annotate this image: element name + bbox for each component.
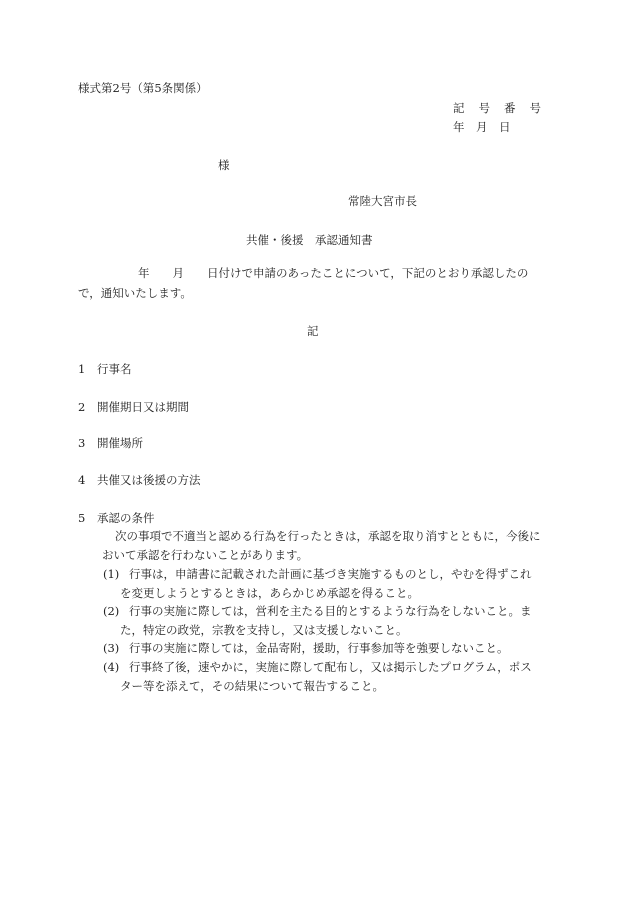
intro-line-2: で，通知いたします。 [78, 286, 192, 300]
condition-line-1: 行事の実施に際しては，金品寄附，援助，行事参加等を強要しないこと。 [129, 641, 509, 655]
section-number: 5 [78, 511, 86, 525]
section-label: 行事名 [97, 362, 132, 376]
condition-item-4 [103, 658, 532, 696]
section-label: 開催期日又は期間 [97, 400, 189, 414]
condition-number: (3) [103, 641, 120, 655]
section-2 [78, 399, 189, 415]
condition-line-1: 行事は，申請書に記載された計画に基づき実施するものとし，やむを得ずこれ [129, 567, 532, 581]
section-number: 3 [78, 436, 86, 450]
conditions-intro-line-2: おいて承認を行わないことがあります。 [102, 548, 309, 562]
document-title: 共催・後援 承認通知書 [246, 233, 373, 247]
condition-item-1 [103, 565, 532, 603]
ki-heading: 記 [307, 324, 319, 338]
section-number: 2 [78, 400, 86, 414]
condition-line-2: ター等を添えて，その結果について報告すること。 [120, 679, 385, 693]
document-number-label: 記 号 番 号 [453, 101, 547, 115]
section-label: 承認の条件 [97, 511, 155, 525]
section-number: 1 [78, 362, 86, 376]
section-4 [78, 472, 201, 488]
section-label: 共催又は後援の方法 [97, 473, 201, 487]
condition-number: (4) [103, 660, 120, 674]
condition-number: (1) [103, 567, 120, 581]
issuer-name: 常陸大宮市長 [348, 194, 417, 208]
condition-line-1: 行事の実施に際しては，営利を主たる目的とするような行為をしないこと。ま [129, 604, 532, 618]
intro-paragraph [78, 263, 528, 303]
addressee-suffix: 様 [218, 158, 230, 172]
section-label: 開催場所 [97, 436, 143, 450]
form-label: 様式第2号（第5条関係） [78, 81, 208, 95]
section-number: 4 [78, 473, 86, 487]
condition-line-1: 行事終了後，速やかに，実施に際して配布し，又は掲示したプログラム，ポス [129, 660, 532, 674]
section-3 [78, 435, 143, 451]
section-1 [78, 361, 132, 377]
condition-line-2: を変更しようとするときは，あらかじめ承認を得ること。 [120, 586, 419, 600]
intro-line-1: 年 月 日付けで申請のあったことについて，下記のとおり承認したの [138, 266, 529, 280]
conditions-intro-line-1: 次の事項で不適当と認める行為を行ったときは，承認を取り消すとともに，今後に [115, 529, 541, 543]
condition-line-2: た，特定の政党，宗教を支持し，又は支援しないこと。 [120, 623, 408, 637]
condition-item-3 [103, 639, 509, 658]
condition-number: (2) [103, 604, 120, 618]
condition-item-2 [103, 602, 532, 640]
section-5 [78, 510, 155, 526]
date-label: 年 月 日 [453, 120, 511, 134]
